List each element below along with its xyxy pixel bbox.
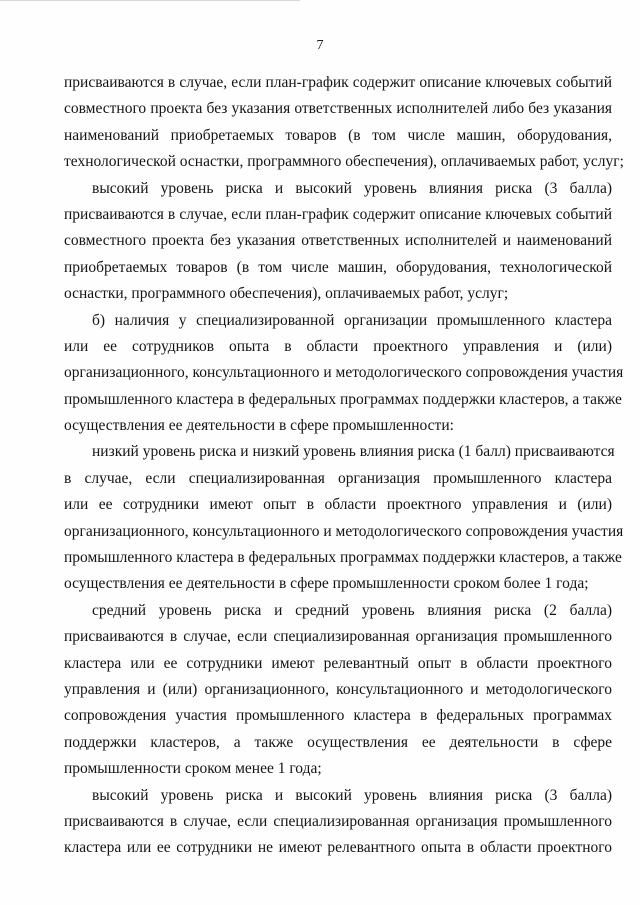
- text-line: промышленности сроком менее 1 года;: [64, 760, 322, 778]
- text-line: высокий уровень риска и высокий уровень влияния риска (3 балла): [92, 179, 612, 197]
- text-line: сопровождения участия промышленного кластера в федеральных программах: [64, 707, 612, 725]
- text-line: организационного, консультационного и методологического сопровождения участия: [64, 364, 624, 382]
- text-line: присваиваются в случае, если специализированная организация промышленного: [64, 628, 612, 646]
- scan-edge-line: [0, 0, 300, 1]
- text-line: поддержки кластеров, а также осуществления ее деятельности в сфере: [64, 733, 612, 751]
- text-line: высокий уровень риска и высокий уровень влияния риска (3 балла): [92, 786, 612, 804]
- text-line: приобретаемых товаров (в том числе машин, оборудования, технологической: [64, 258, 612, 276]
- text-line: кластера или ее сотрудники не имеют релевантного опыта в области проектного: [64, 839, 612, 857]
- text-line: оснастки, программного обеспечения), оплачиваемых работ, услуг;: [64, 285, 509, 303]
- text-line: осуществления ее деятельности в сфере промышленности:: [64, 417, 454, 435]
- text-line: осуществления ее деятельности в сфере промышленности сроком более 1 года;: [64, 575, 589, 593]
- text-line: или ее сотрудники имеют опыт в области проектного управления и (или): [64, 496, 612, 514]
- text-line: или ее сотрудников опыта в области проектного управления и (или): [64, 337, 612, 355]
- text-line: б) наличия у специализированной организации промышленного кластера: [92, 311, 612, 329]
- text-line: присваиваются в случае, если специализированная организация промышленного: [64, 812, 612, 830]
- text-line: промышленного кластера в федеральных программах поддержки кластеров, а также: [64, 549, 622, 567]
- page-number: 7: [316, 38, 324, 53]
- text-line: промышленного кластера в федеральных программах поддержки кластеров, а также: [64, 390, 622, 408]
- text-line: совместного проекта без указания ответственных исполнителей либо без указания: [64, 100, 612, 118]
- text-line: присваиваются в случае, если план-график содержит описание ключевых событий: [64, 205, 612, 223]
- text-line: совместного проекта без указания ответственных исполнителей и наименований: [64, 232, 612, 250]
- text-line: управления и (или) организационного, консультационного и методологического: [64, 680, 612, 698]
- document-body: [64, 70, 624, 862]
- text-line: средний уровень риска и средний уровень влияния риска (2 балла): [92, 601, 612, 619]
- text-line: в случае, если специализированная организация промышленного кластера: [64, 469, 612, 487]
- text-line: наименований приобретаемых товаров (в том числе машин, оборудования,: [64, 126, 612, 144]
- text-line: присваиваются в случае, если план-график содержит описание ключевых событий: [64, 74, 612, 91]
- text-line: низкий уровень риска и низкий уровень влияния риска (1 балл) присваиваются: [92, 443, 615, 461]
- text-line: кластера или ее сотрудники имеют релевантный опыт в области проектного: [64, 654, 612, 672]
- text-line: технологической оснастки, программного обеспечения), оплачиваемых работ, услуг;: [64, 153, 624, 171]
- text-line: организационного, консультационного и методологического сопровождения участия: [64, 522, 624, 540]
